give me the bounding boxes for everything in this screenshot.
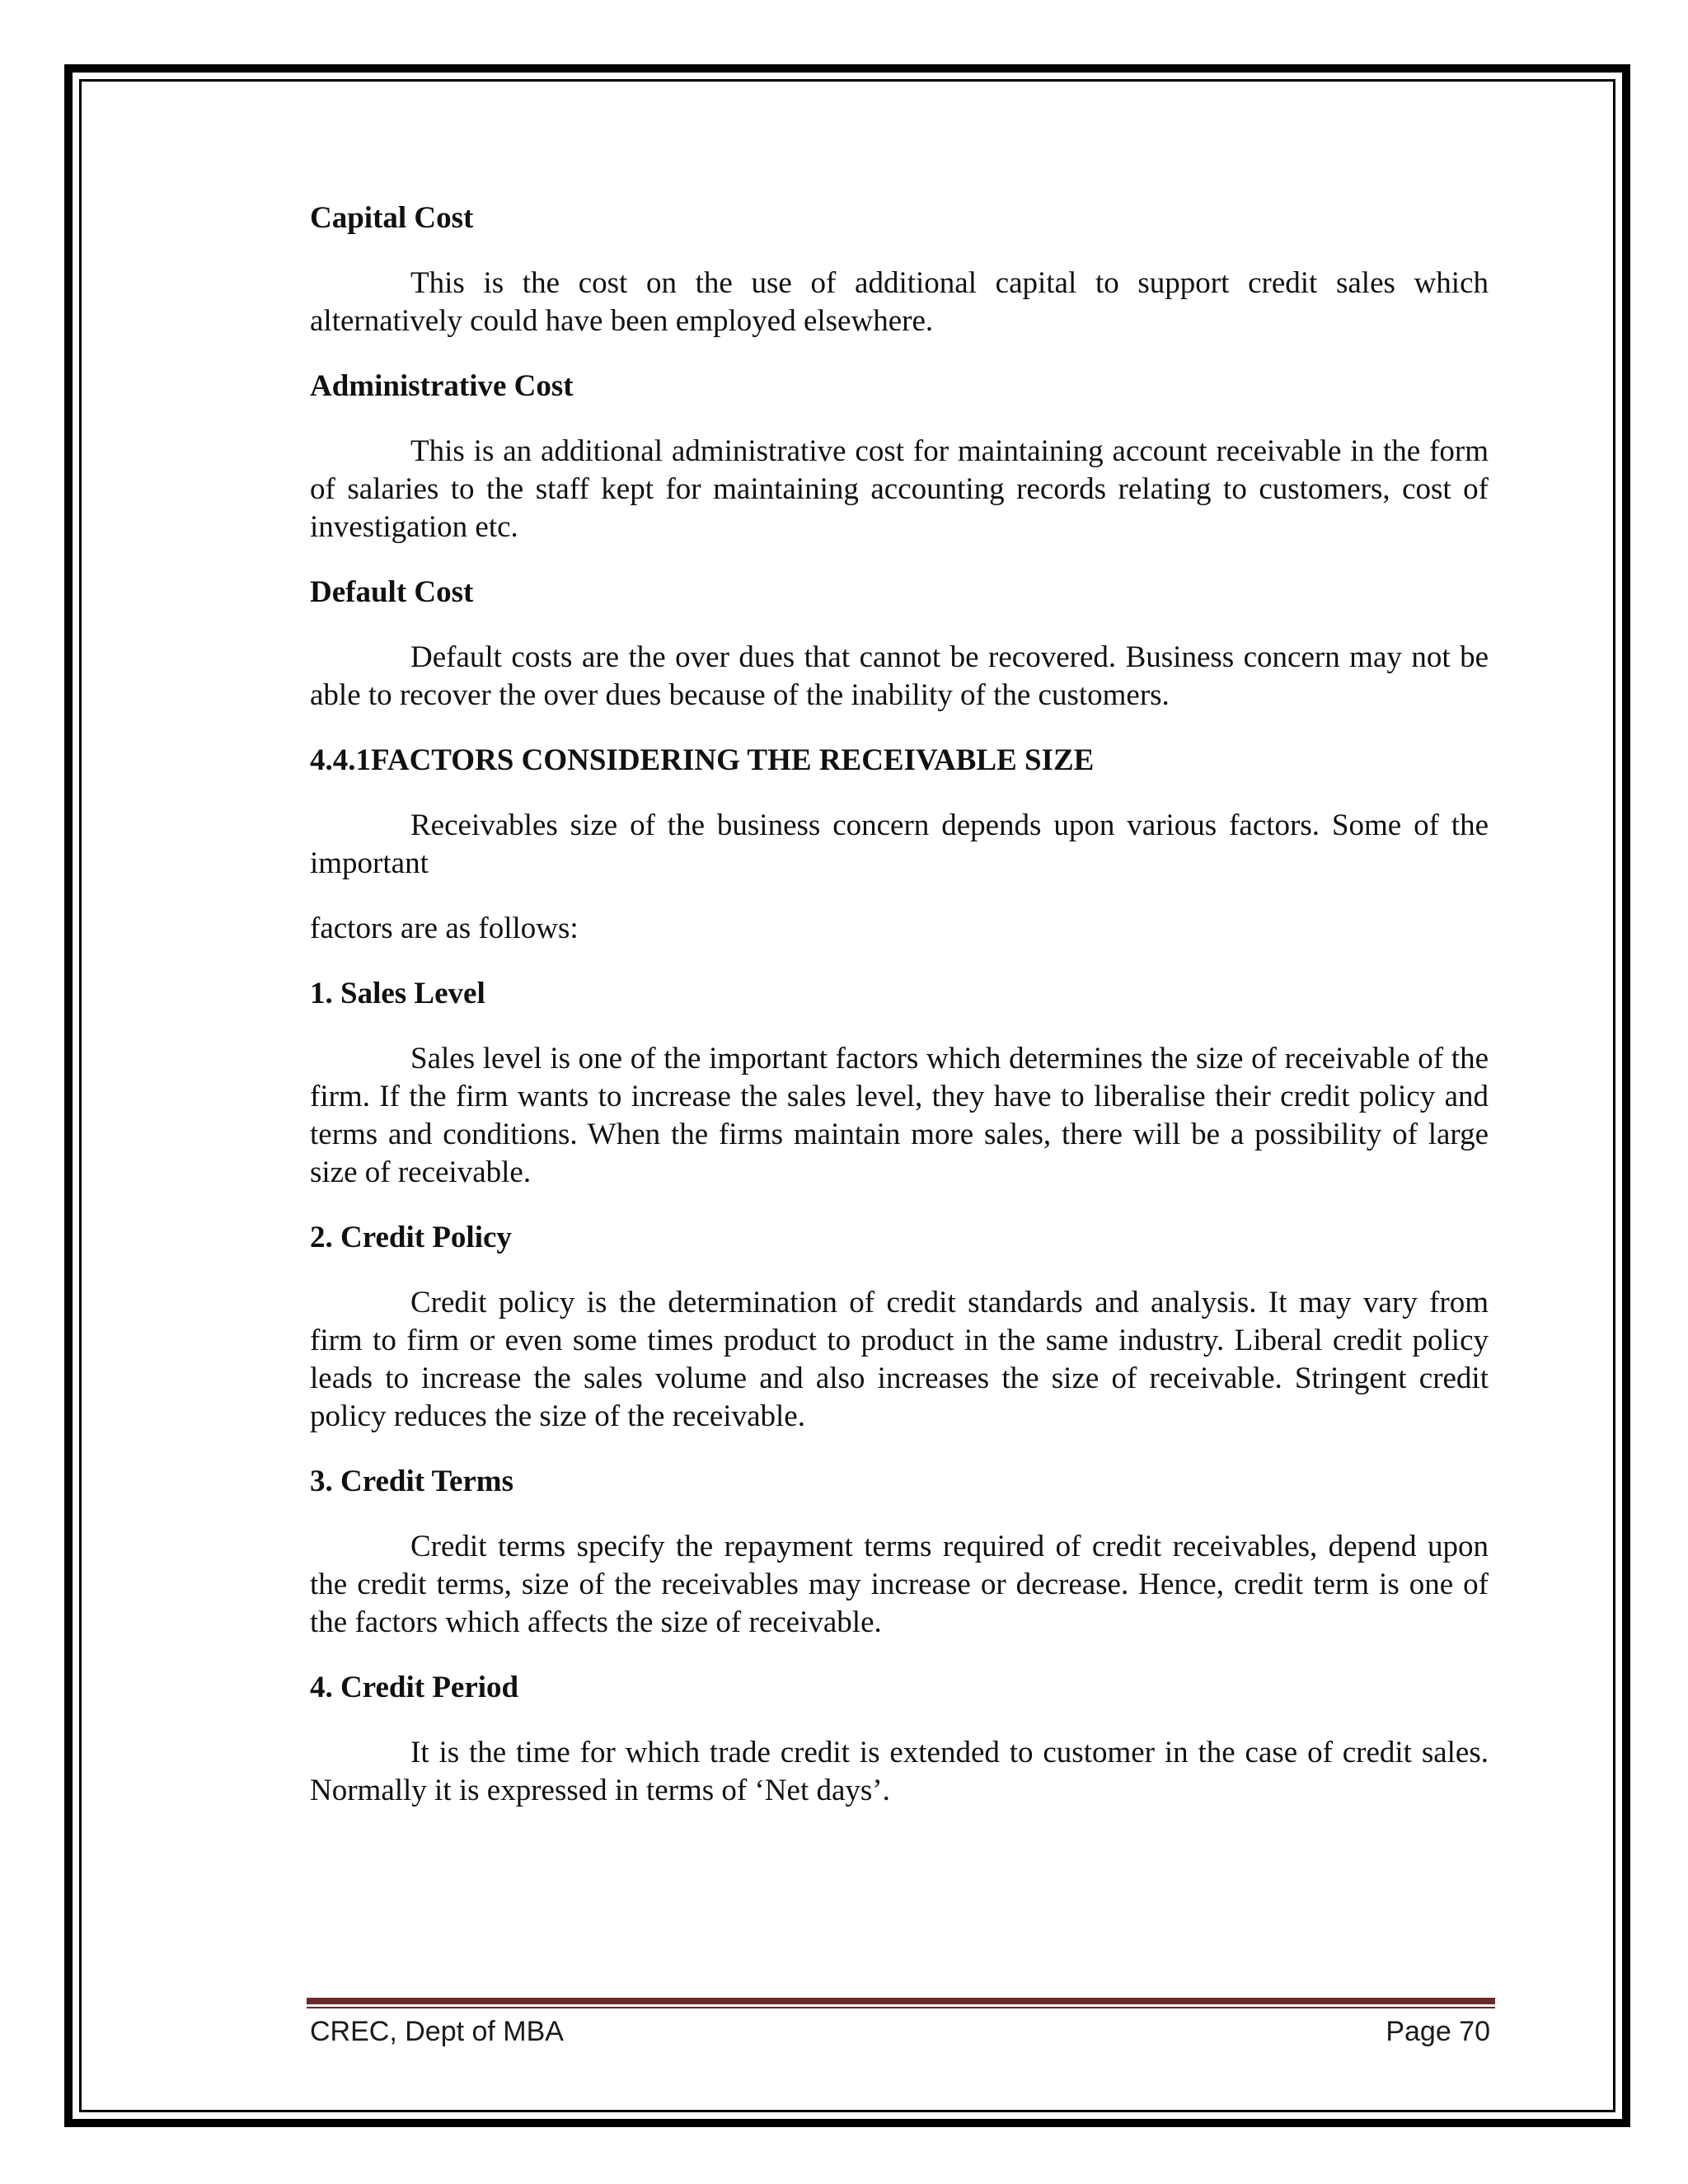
section-heading-sales-level: 1. Sales Level xyxy=(310,977,485,1010)
section-heading-credit-period: 4. Credit Period xyxy=(310,1671,519,1704)
section-heading-credit-policy: 2. Credit Policy xyxy=(310,1221,512,1254)
section-paragraph: Credit policy is the determination of credit standards and analysis. It may vary from firm to firm or even some times product to product in the same industry. Liberal credit policy leads to increase the sales volume and also increases the size of receivable. Stringent credit policy reduces the size of the receivable. xyxy=(310,1286,1489,1433)
footer-page-number: Page 70 xyxy=(1386,2016,1490,2047)
section-paragraph: factors are as follows: xyxy=(310,912,579,945)
section-paragraph: Default costs are the over dues that cannot be recovered. Business concern may not be able to recover the over dues because of the inability of the customers. xyxy=(310,640,1489,712)
page-footer xyxy=(310,2014,1490,2049)
section-heading-factors: 4.4.1FACTORS CONSIDERING THE RECEIVABLE SIZE xyxy=(310,743,1095,777)
page-body xyxy=(310,199,1489,1837)
section-heading-credit-terms: 3. Credit Terms xyxy=(310,1465,514,1498)
section-paragraph: This is an additional administrative cost for maintaining account receivable in the form of salaries to the staff kept for maintaining accounting records relating to customers, cost of investigation etc. xyxy=(310,434,1489,544)
section-paragraph: Receivables size of the business concern depends upon various factors. Some of the important xyxy=(310,808,1489,880)
section-paragraph: It is the time for which trade credit is extended to customer in the case of credit sales. Normally it is expressed in terms of ‘Net days’. xyxy=(310,1736,1489,1807)
section-paragraph: This is the cost on the use of additional capital to support credit sales which alternatively could have been employed elsewhere. xyxy=(310,266,1489,338)
section-heading-capital-cost: Capital Cost xyxy=(310,201,474,235)
section-paragraph: Sales level is one of the important factors which determines the size of receivable of the firm. If the firm wants to increase the sales level, they have to liberalise their credit policy and terms and conditions. When the firms maintain more sales, there will be a possibility of large size of receivable. xyxy=(310,1042,1489,1189)
footer-department: CREC, Dept of MBA xyxy=(310,2016,564,2047)
footer-divider xyxy=(307,1998,1495,2009)
section-heading-default-cost: Default Cost xyxy=(310,575,474,609)
section-paragraph: Credit terms specify the repayment terms required of credit receivables, depend upon the credit terms, size of the receivables may increase or decrease. Hence, credit term is one of the factors which affects the size of receivable. xyxy=(310,1530,1489,1639)
section-heading-administrative-cost: Administrative Cost xyxy=(310,369,574,403)
